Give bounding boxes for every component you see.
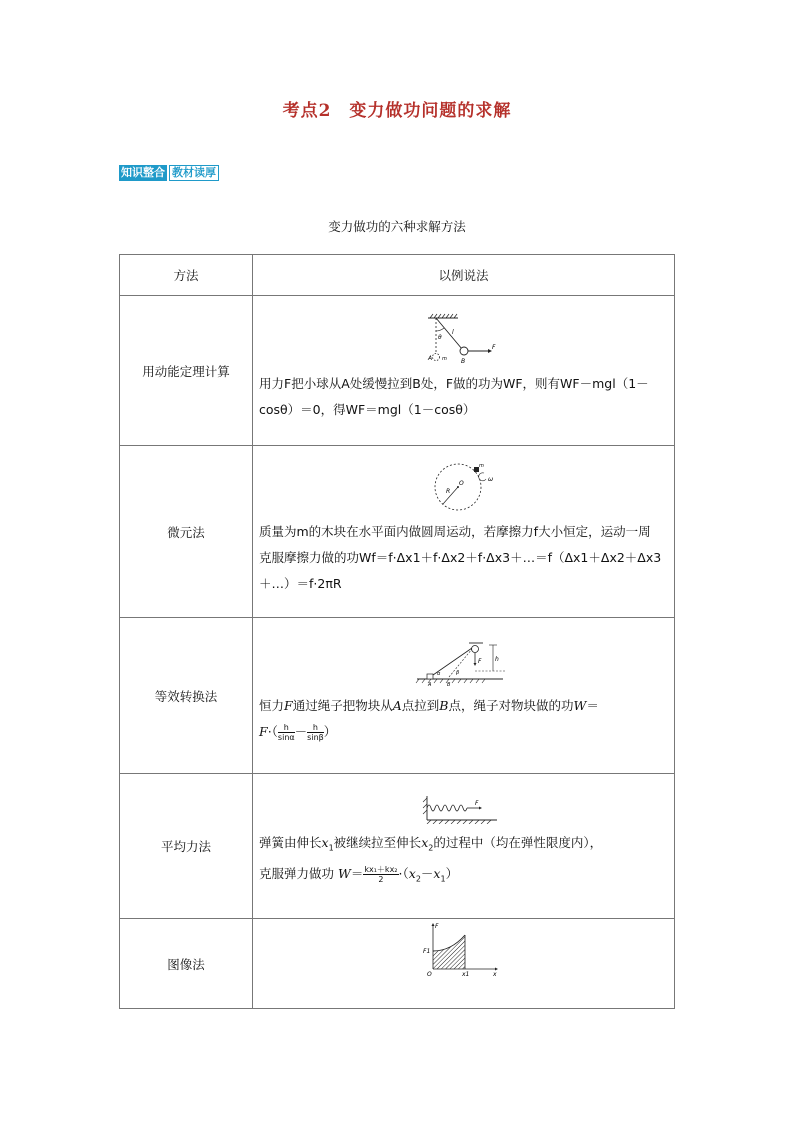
example-cell <box>253 919 675 1009</box>
table-row <box>120 618 675 774</box>
table-row <box>120 774 675 919</box>
method-name: 等效转换法 <box>120 618 253 774</box>
spring-figure <box>259 794 662 824</box>
example-cell <box>253 774 675 919</box>
pulley-figure <box>259 641 662 687</box>
methods-table <box>119 254 675 1009</box>
label-m: m <box>441 355 447 362</box>
graph-figure <box>259 921 662 979</box>
label-A: A <box>427 681 431 687</box>
example-text: 质量为m的木块在水平面内做圆周运动，若摩擦力f大小恒定，运动一周克服摩擦力做的功Wf＝f·Δx1＋f·Δx2＋f·Δx3＋…＝f（Δx1＋Δx2＋Δx3＋…）＝f·2πR <box>259 523 662 591</box>
label-R: R <box>445 487 450 495</box>
label-O: O <box>458 479 464 487</box>
label-O: O <box>426 971 432 978</box>
pulley-diagram <box>413 641 509 687</box>
label-beta: β <box>455 669 459 676</box>
page-title: 考点2 变力做功问题的求解 <box>282 101 512 121</box>
tag-textbook: 教材读厚 <box>169 165 219 181</box>
label-x1: x1 <box>461 971 469 978</box>
label-h: h <box>494 655 499 663</box>
label-A: A <box>427 354 432 362</box>
table-row <box>120 296 675 446</box>
label-theta: θ <box>437 333 442 341</box>
example-cell <box>253 446 675 618</box>
label-x: x <box>492 971 497 978</box>
pendulum-figure <box>259 313 662 365</box>
label-m: m <box>478 462 484 469</box>
method-name: 用动能定理计算 <box>120 296 253 446</box>
label-F: F <box>477 657 481 665</box>
label-B: B <box>446 681 450 687</box>
method-name: 平均力法 <box>120 774 253 919</box>
table-caption: 变力做功的六种求解方法 <box>328 219 466 234</box>
label-B: B <box>460 357 465 365</box>
section-tag <box>119 165 219 181</box>
example-text: 用力F把小球从A处缓慢拉到B处，F做的功为WF，则有WF－mgl（1－cosθ）＝0，得WF＝mgl（1－cosθ） <box>259 375 649 417</box>
label-alpha: α <box>436 670 440 677</box>
table-row <box>120 919 675 1009</box>
example-text: 弹簧由伸长$x_1$被继续拉至伸长$x_2$的过程中（均在弹性限度内）， 克服弹力做功 W＝ $\frac{\text{kx₁＋kx₂}}{2}$ $\cdot(x_2-x_1)$ <box>259 834 603 884</box>
example-cell <box>253 618 675 774</box>
label-F1: F1 <box>422 948 430 955</box>
label-F: F <box>434 923 438 930</box>
method-name: 图像法 <box>120 919 253 1009</box>
force-displacement-graph <box>421 921 501 979</box>
table-row <box>120 446 675 618</box>
tag-knowledge: 知识整合 <box>121 166 165 179</box>
label-F: F <box>491 343 495 351</box>
header-method: 方法 <box>120 255 253 296</box>
header-example: 以例说法 <box>253 255 675 296</box>
circle-figure <box>259 461 662 513</box>
circular-motion-diagram <box>426 461 496 513</box>
example-text: 恒力F通过绳子把物块从A点拉到B点，绳子对物块做的功W＝ F·（ $\frac{h}{\sin\alpha}$ － $\frac{h}{\sin\beta}$ ） <box>259 697 599 742</box>
spring-diagram <box>421 794 501 824</box>
pendulum-diagram <box>416 313 506 365</box>
table-header-row <box>120 255 675 296</box>
label-omega: ω <box>487 475 493 483</box>
label-F: F <box>474 799 478 807</box>
method-name: 微元法 <box>120 446 253 618</box>
label-l: l <box>451 328 454 336</box>
example-cell <box>253 296 675 446</box>
